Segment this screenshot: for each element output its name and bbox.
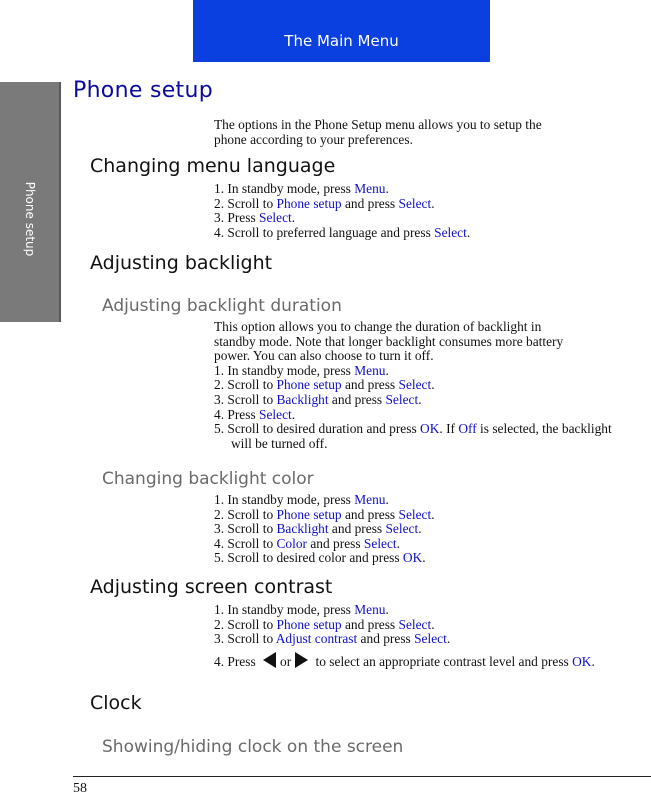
text-segment: is selected, the [476,421,559,437]
step [214,393,614,408]
step [214,618,614,633]
backlight-color-steps [214,493,614,566]
heading-contrast: Adjusting screen contrast [90,576,333,598]
section-side-tab [0,82,61,322]
text-segment: Select [398,506,432,522]
left-arrow-icon [263,652,276,668]
text-segment: . If [439,421,459,437]
text-segment: Off [458,421,477,437]
text-segment: . [396,535,400,551]
text-segment: . [466,224,471,240]
step [214,197,614,212]
text-segment: Menu [354,362,386,378]
text-segment: Color [276,535,308,551]
text-segment: 2. Scroll to [214,195,277,211]
step [214,422,614,451]
step [214,632,614,647]
page-number: 58 [73,781,87,796]
text-segment: Adjust contrast [275,631,358,647]
text-segment: 3. Scroll to [214,521,277,537]
desc-line: standby mode. Note that longer backlight consumes more battery [214,333,564,349]
text-segment: or [280,653,292,669]
backlight-duration-body [214,320,614,451]
step [214,378,614,393]
text-segment: 1. In standby mode, press [214,181,355,196]
text-segment: 4. Scroll to preferred language and press [214,224,435,240]
text-segment: . [431,377,435,393]
step [214,508,614,523]
text-segment: 3. Press [214,210,260,226]
text-segment: 1. In standby mode, press [214,492,355,507]
step [214,522,614,537]
right-arrow-icon [295,652,308,668]
text-segment: Phone setup [276,616,342,632]
side-tab-label: Phone setup [22,181,37,257]
heading-backlight: Adjusting backlight [90,252,273,274]
step [214,211,614,226]
text-segment: . [418,521,422,537]
text-segment: Menu [354,181,386,196]
text-segment: Phone setup [276,195,342,211]
text-segment: 1. In standby mode, press [214,362,355,378]
text-segment: . [385,362,389,378]
text-segment: 5. Scroll to desired duration and press [214,421,421,437]
text-segment: Menu [354,492,386,507]
heading-backlight-color: Changing backlight color [102,469,314,489]
desc-line: power. You can also choose to turn it off. [214,348,434,364]
text-segment: . [431,195,435,211]
chapter-header-label: The Main Menu [284,32,399,50]
text-segment: Select [363,535,397,551]
text-segment: 2. Scroll to [214,377,277,393]
text-segment: Select [398,195,432,211]
step [214,408,614,423]
text-segment: Select [259,406,292,422]
text-segment: Backlight [276,521,329,537]
text-segment: and press [328,391,386,407]
text-segment: Menu [354,602,386,617]
text-segment: . [291,406,296,422]
text-segment: Phone setup [276,506,342,522]
text-segment: and press [328,521,386,537]
text-segment: . [385,602,389,617]
heading-menu-language: Changing menu language [90,155,336,177]
text-segment: . [431,616,435,632]
text-segment: . [385,492,389,507]
text-segment: OK [572,653,592,669]
text-segment: 2. Scroll to [214,506,277,522]
text-segment: 3. Scroll to [214,631,276,647]
text-segment: Select [259,210,292,226]
text-segment: Select [398,377,432,393]
text-segment: . [422,550,426,566]
step [214,551,614,566]
desc-line: This option allows you to change the duration of backlight in [214,319,542,334]
text-segment: Select [385,521,419,537]
step [214,493,614,508]
text-segment: . [291,210,296,226]
page-title: Phone setup [73,78,213,103]
text-segment: OK [402,550,423,566]
text-segment: Select [398,616,432,632]
text-segment: to select an appropriate contrast level and press [315,653,569,669]
step [214,537,614,552]
text-segment: and press [341,506,399,522]
text-segment: 5. Scroll to desired color and press [214,550,403,566]
heading-backlight-duration: Adjusting backlight duration [102,296,342,316]
text-segment: and press [341,377,399,393]
text-segment: and press [357,631,415,647]
text-segment: 3. Scroll to [214,391,277,407]
text-segment: 1. In standby mode, press [214,602,355,617]
text-segment: and press [307,535,364,551]
menu-language-steps [214,182,614,240]
text-segment: 4. Press [214,653,260,669]
text-segment: . [446,631,451,647]
text-segment: . [418,391,422,407]
text-segment: . [591,653,595,669]
footer-divider [73,776,651,777]
text-segment: 4. Scroll to [214,535,277,551]
chapter-header-tab [193,0,490,62]
heading-clock: Clock [90,692,142,714]
step [214,603,614,618]
contrast-steps [214,603,614,669]
text-segment: Select [434,224,467,240]
text-segment: 2. Scroll to [214,616,277,632]
step [214,226,614,241]
heading-clock-show-hide: Showing/hiding clock on the screen [102,737,404,757]
text-segment: backlight will be turned off. [231,421,612,451]
step [214,652,614,670]
text-segment: 4. Press [214,406,260,422]
text-segment: and press [341,616,399,632]
text-segment: and press [341,195,399,211]
text-segment: Backlight [276,391,329,407]
text-segment: OK [420,421,440,437]
text-segment: . [431,506,435,522]
step [214,182,614,197]
intro-line: phone according to your preferences. [214,131,413,147]
text-segment: Select [414,631,447,647]
step [214,364,614,379]
text-segment: Select [385,391,419,407]
intro-line: The options in the Phone Setup menu allows you to setup the [214,117,542,132]
text-segment: . [385,181,389,196]
intro-paragraph [214,118,614,147]
text-segment: Phone setup [276,377,342,393]
